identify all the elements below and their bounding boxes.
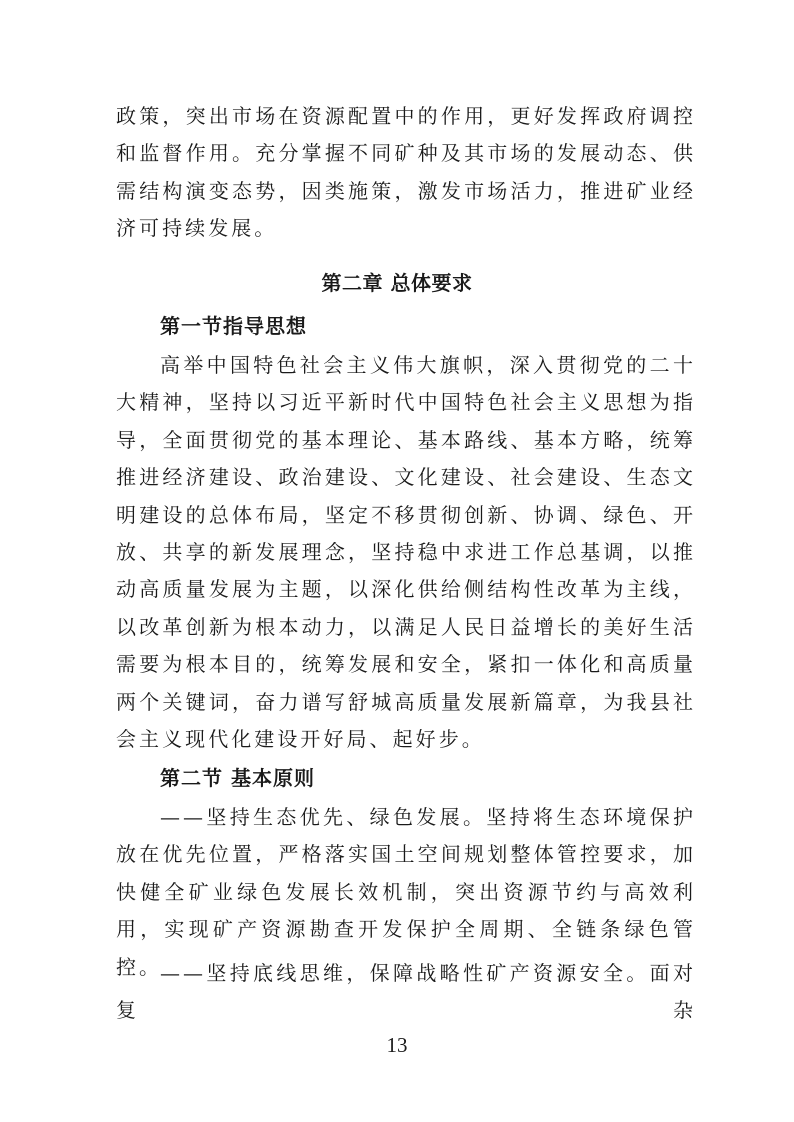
page-number: 13 xyxy=(386,1033,408,1057)
paragraph-guiding-ideology: 高举中国特色社会主义伟大旗帜，深入贯彻党的二十大精神，坚持以习近平新时代中国特色社会主义思想为指导，全面贯彻党的基本理论、基本路线、基本方略，统筹推进经济建设、政治建设、文化建设、社会建设、生态文明建设的总体布局，坚定不移贯彻创新、协调、绿色、开放、共享的新发展理念，坚持稳中求进工作总基调，以推动高质量发展为主题，以深化供给侧结构性改革为主线，以改革创新为根本动力，以满足人民日益增长的美好生活需要为根本目的，统筹发展和安全，紧扣一体化和高质量两个关键词，奋力谱写舒城高质量发展新篇章，为我县社会主义现代化建设开好局、起好步。 xyxy=(116,353,696,752)
paragraph-principle-bottom-line: ——坚持底线思维，保障战略性矿产资源安全。面对复杂 xyxy=(116,961,696,1023)
chapter-title: 第二章 总体要求 xyxy=(321,271,473,295)
section-heading-basic-principles: 第二节 基本原则 xyxy=(160,766,315,790)
section-heading-guiding-ideology: 第一节指导思想 xyxy=(160,314,307,338)
paragraph-principle-ecology-first: ——坚持生态优先、绿色发展。坚持将生态环境保护放在优先位置，严格落实国土空间规划整体管控要求，加快健全矿业绿色发展长效机制，突出资源节约与高效利用，实现矿产资源勘查开发保护全周期、全链条绿色管控。 xyxy=(116,805,696,979)
paragraph-continued-policy: 政策，突出市场在资源配置中的作用，更好发挥政府调控和监督作用。充分掌握不同矿种及其市场的发展动态、供需结构演变态势，因类施策，激发市场活力，推进矿业经济可持续发展。 xyxy=(116,104,696,241)
